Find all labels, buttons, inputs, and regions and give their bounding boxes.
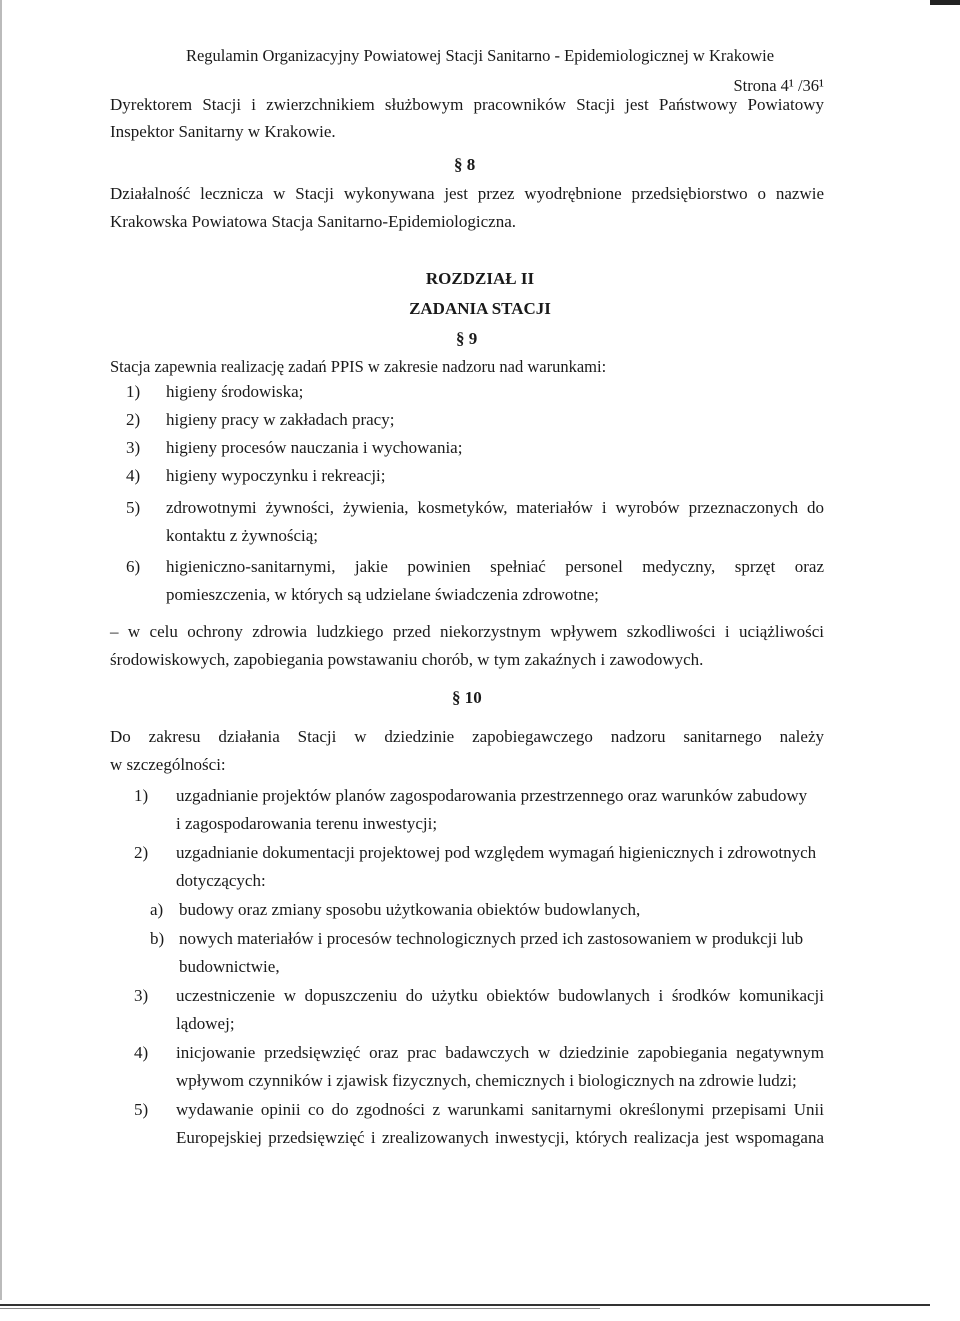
section-10-intro-line-1: Do zakresu działania Stacji w dziedzinie zapobiegawczego nadzoru sanitarnego należy xyxy=(110,727,824,746)
intro-line-1: Dyrektorem Stacji i zwierzchnikiem służbowym pracowników Stacji jest Państwowy Powiatowy xyxy=(110,95,824,114)
list-item-number: 3) xyxy=(126,438,141,457)
list-item-number: 4) xyxy=(134,1043,149,1062)
chapter-title: ROZDZIAŁ II xyxy=(425,269,535,288)
page-number: Strona 4¹ /36¹ xyxy=(733,76,824,95)
intro-line-2: Inspektor Sanitarny w Krakowie. xyxy=(110,122,336,141)
list-item-number: 5) xyxy=(134,1100,149,1119)
list-item-text: higieniczno-sanitarnymi, jakie powinien spełniać personel medyczny, sprzęt oraz xyxy=(166,557,824,576)
list-item-text-continued: pomieszczenia, w których są udzielane świadczenia zdrowotne; xyxy=(166,585,599,604)
list-item-text-continued: i zagospodarowania terenu inwestycji; xyxy=(176,814,438,833)
list-item-text-continued: wpływom czynników i zjawisk fizycznych, chemicznych i biologicznych na zdrowie ludzi; xyxy=(176,1071,797,1090)
list-item-text: uczestniczenie w dopuszczeniu do użytku obiektów budowlanych i środków komunikacji xyxy=(176,986,824,1005)
list-item-text: wydawanie opinii co do zgodności z warunkami sanitarnymi określonymi przepisami Unii xyxy=(176,1100,824,1119)
list-item-letter: a) xyxy=(150,900,164,919)
document-header: Regulamin Organizacyjny Powiatowej Stacji Sanitarno - Epidemiologicznej w Krakowie xyxy=(185,46,775,65)
section-8-line-2: Krakowska Powiatowa Stacja Sanitarno-Epidemiologiczna. xyxy=(110,212,516,231)
list-item-letter: b) xyxy=(150,929,165,948)
section-10-heading: § 10 xyxy=(452,688,482,707)
section-9-intro: Stacja zapewnia realizację zadań PPIS w zakresie nadzoru nad warunkami: xyxy=(110,357,607,376)
section-9-closing-line-2: środowiskowych, zapobiegania powstawaniu chorób, w tym zakaźnych i zawodowych. xyxy=(110,650,704,669)
list-item-text: uzgadnianie projektów planów zagospodarowania przestrzennego oraz warunków zabudowy xyxy=(176,786,808,805)
list-item-number: 3) xyxy=(134,986,149,1005)
list-item-text-continued: dotyczących: xyxy=(176,871,266,890)
chapter-subtitle: ZADANIA STACJI xyxy=(409,299,551,318)
list-item-text: higieny procesów nauczania i wychowania; xyxy=(166,438,463,457)
list-item-number: 1) xyxy=(126,382,141,401)
list-item-text: budowy oraz zmiany sposobu użytkowania obiektów budowlanych, xyxy=(179,900,641,919)
list-item-text-continued: lądowej; xyxy=(176,1014,235,1033)
list-item-text: zdrowotnymi żywności, żywienia, kosmetyków, materiałów i wyrobów przeznaczonych do xyxy=(166,498,824,517)
list-item-text-continued: Europejskiej przedsięwzięć i zrealizowanych inwestycji, których realizacja jest wspomagana xyxy=(176,1128,824,1147)
list-item-text: uzgadnianie dokumentacji projektowej pod względem wymagań higienicznych i zdrowotnych xyxy=(176,843,817,862)
section-9-heading: § 9 xyxy=(456,329,478,348)
list-item-number: 4) xyxy=(126,466,141,485)
scan-edge-bottom xyxy=(0,1304,930,1306)
section-10-intro-line-2: w szczególności: xyxy=(110,755,226,774)
section-9-closing-line-1: – w celu ochrony zdrowia ludzkiego przed niekorzystnym wpływem szkodliwości i uciążliwości xyxy=(110,622,824,641)
list-item-text: higieny środowiska; xyxy=(166,382,304,401)
scan-edge-left xyxy=(0,0,2,1300)
scan-edge-bottom-secondary xyxy=(0,1308,600,1309)
list-item-number: 2) xyxy=(134,843,149,862)
list-item-text: nowych materiałów i procesów technologicznych przed ich zastosowaniem w produkcji lub xyxy=(179,929,804,948)
list-item-number: 2) xyxy=(126,410,141,429)
scan-edge-top xyxy=(930,0,960,5)
list-item-text-continued: kontaktu z żywnością; xyxy=(166,526,319,545)
section-8-line-1: Działalność lecznicza w Stacji wykonywana jest przez wyodrębnione przedsiębiorstwo o nazwie xyxy=(110,184,824,203)
list-item-number: 1) xyxy=(134,786,149,805)
list-item-number: 5) xyxy=(126,498,141,517)
section-8-heading: § 8 xyxy=(454,155,476,174)
list-item-text: higieny pracy w zakładach pracy; xyxy=(166,410,395,429)
list-item-text-continued: budownictwie, xyxy=(179,957,280,976)
list-item-text: inicjowanie przedsięwzięć oraz prac badawczych w dziedzinie zapobiegania negatywnym xyxy=(176,1043,824,1062)
list-item-text: higieny wypoczynku i rekreacji; xyxy=(166,466,386,485)
list-item-number: 6) xyxy=(126,557,141,576)
